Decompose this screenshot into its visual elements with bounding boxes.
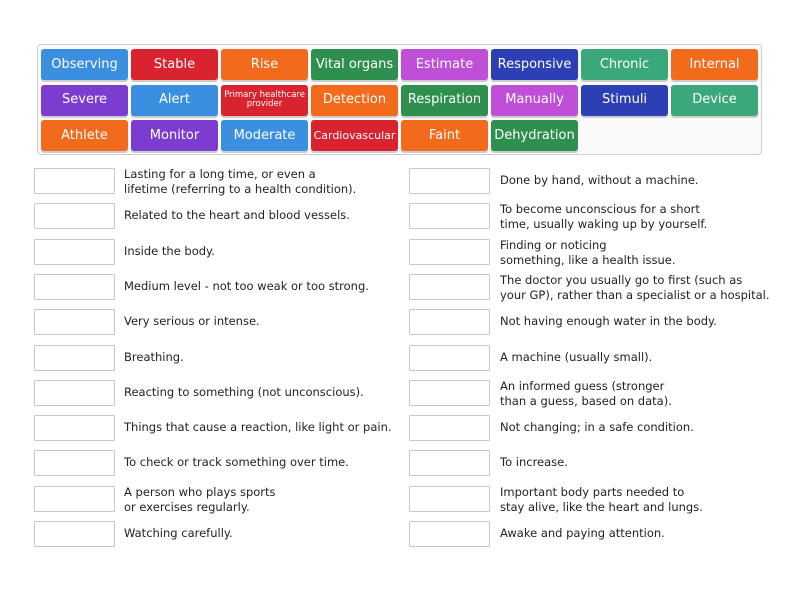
word-tile-observing[interactable]: Observing — [41, 49, 128, 80]
word-tile-primary-healthcare-provider[interactable]: Primary healthcare provider — [221, 85, 308, 116]
word-bank — [37, 44, 762, 155]
definition-left-11: Watching carefully. — [124, 526, 233, 540]
definition-left-7: Reacting to something (not unconscious). — [124, 384, 364, 399]
definition-left-4: Medium level - not too weak or too strong. — [124, 278, 369, 293]
answer-slot-left-4[interactable] — [34, 274, 115, 300]
definition-right-3: Finding or noticing something, like a health issue. — [500, 237, 676, 267]
answer-slot-left-5[interactable] — [34, 309, 115, 335]
definition-left-10: A person who plays sports or exercises regularly. — [124, 484, 276, 514]
word-tile-estimate[interactable]: Estimate — [401, 49, 488, 80]
answer-slot-right-6[interactable] — [409, 345, 490, 371]
answer-slot-right-9[interactable] — [409, 450, 490, 476]
definition-right-7: An informed guess (stronger than a guess, based on data). — [500, 378, 672, 408]
answer-slot-right-4[interactable] — [409, 274, 490, 300]
word-tile-device[interactable]: Device — [671, 85, 758, 116]
definition-right-10: Important body parts needed to stay alive, like the heart and lungs. — [500, 484, 703, 514]
definition-right-11: Awake and paying attention. — [500, 526, 665, 540]
answer-slot-left-10[interactable] — [34, 486, 115, 512]
word-tile-dehydration[interactable]: Dehydration — [491, 120, 578, 151]
definition-left-9: To check or track something over time. — [124, 455, 349, 470]
answer-slot-left-11[interactable] — [34, 521, 115, 547]
word-tile-stimuli[interactable]: Stimuli — [581, 85, 668, 116]
answer-slot-right-5[interactable] — [409, 309, 490, 335]
word-tile-stable[interactable]: Stable — [131, 49, 218, 80]
definition-right-8: Not changing; in a safe condition. — [500, 420, 694, 435]
word-tile-responsive[interactable]: Responsive — [491, 49, 578, 80]
definition-right-5: Not having enough water in the body. — [500, 314, 717, 329]
answer-slot-right-2[interactable] — [409, 203, 490, 229]
answer-slot-left-1[interactable] — [34, 168, 115, 194]
definition-left-3: Inside the body. — [124, 243, 215, 258]
word-tile-rise[interactable]: Rise — [221, 49, 308, 80]
word-tile-monitor[interactable]: Monitor — [131, 120, 218, 151]
word-tile-alert[interactable]: Alert — [131, 85, 218, 116]
answer-slot-left-9[interactable] — [34, 450, 115, 476]
word-tile-respiration[interactable]: Respiration — [401, 85, 488, 116]
word-tile-severe[interactable]: Severe — [41, 85, 128, 116]
word-tile-athlete[interactable]: Athlete — [41, 120, 128, 151]
answer-slot-left-3[interactable] — [34, 239, 115, 265]
word-tile-internal[interactable]: Internal — [671, 49, 758, 80]
definition-left-8: Things that cause a reaction, like light or pain. — [124, 420, 392, 435]
answer-slot-right-8[interactable] — [409, 415, 490, 441]
definition-left-1: Lasting for a long time, or even a lifetime (referring to a health condition). — [124, 167, 357, 196]
answer-slot-right-10[interactable] — [409, 486, 490, 512]
answer-slot-left-8[interactable] — [34, 415, 115, 441]
definition-left-5: Very serious or intense. — [124, 314, 260, 329]
definition-right-6: A machine (usually small). — [500, 349, 653, 364]
answer-slot-left-2[interactable] — [34, 203, 115, 229]
definition-right-2: To become unconscious for a short time, usually waking up by yourself. — [500, 202, 708, 232]
word-tile-vital-organs[interactable]: Vital organs — [311, 49, 398, 80]
answer-slot-right-7[interactable] — [409, 380, 490, 406]
answer-slot-right-11[interactable] — [409, 521, 490, 547]
definition-right-9: To increase. — [500, 455, 568, 470]
answer-slot-left-7[interactable] — [34, 380, 115, 406]
word-tile-manually[interactable]: Manually — [491, 85, 578, 116]
word-tile-moderate[interactable]: Moderate — [221, 120, 308, 151]
word-tile-detection[interactable]: Detection — [311, 85, 398, 116]
answer-slot-right-1[interactable] — [409, 168, 490, 194]
definition-left-2: Related to the heart and blood vessels. — [124, 208, 350, 223]
answer-slot-left-6[interactable] — [34, 345, 115, 371]
word-tile-faint[interactable]: Faint — [401, 120, 488, 151]
word-tile-chronic[interactable]: Chronic — [581, 49, 668, 80]
answer-slot-right-3[interactable] — [409, 239, 490, 265]
definition-left-6: Breathing. — [124, 349, 184, 364]
word-tile-cardiovascular[interactable]: Cardiovascular — [311, 120, 398, 151]
definition-right-1: Done by hand, without a machine. — [500, 173, 699, 187]
definition-right-4: The doctor you usually go to first (such as your GP), rather than a specialist or a hospital. — [500, 272, 770, 302]
